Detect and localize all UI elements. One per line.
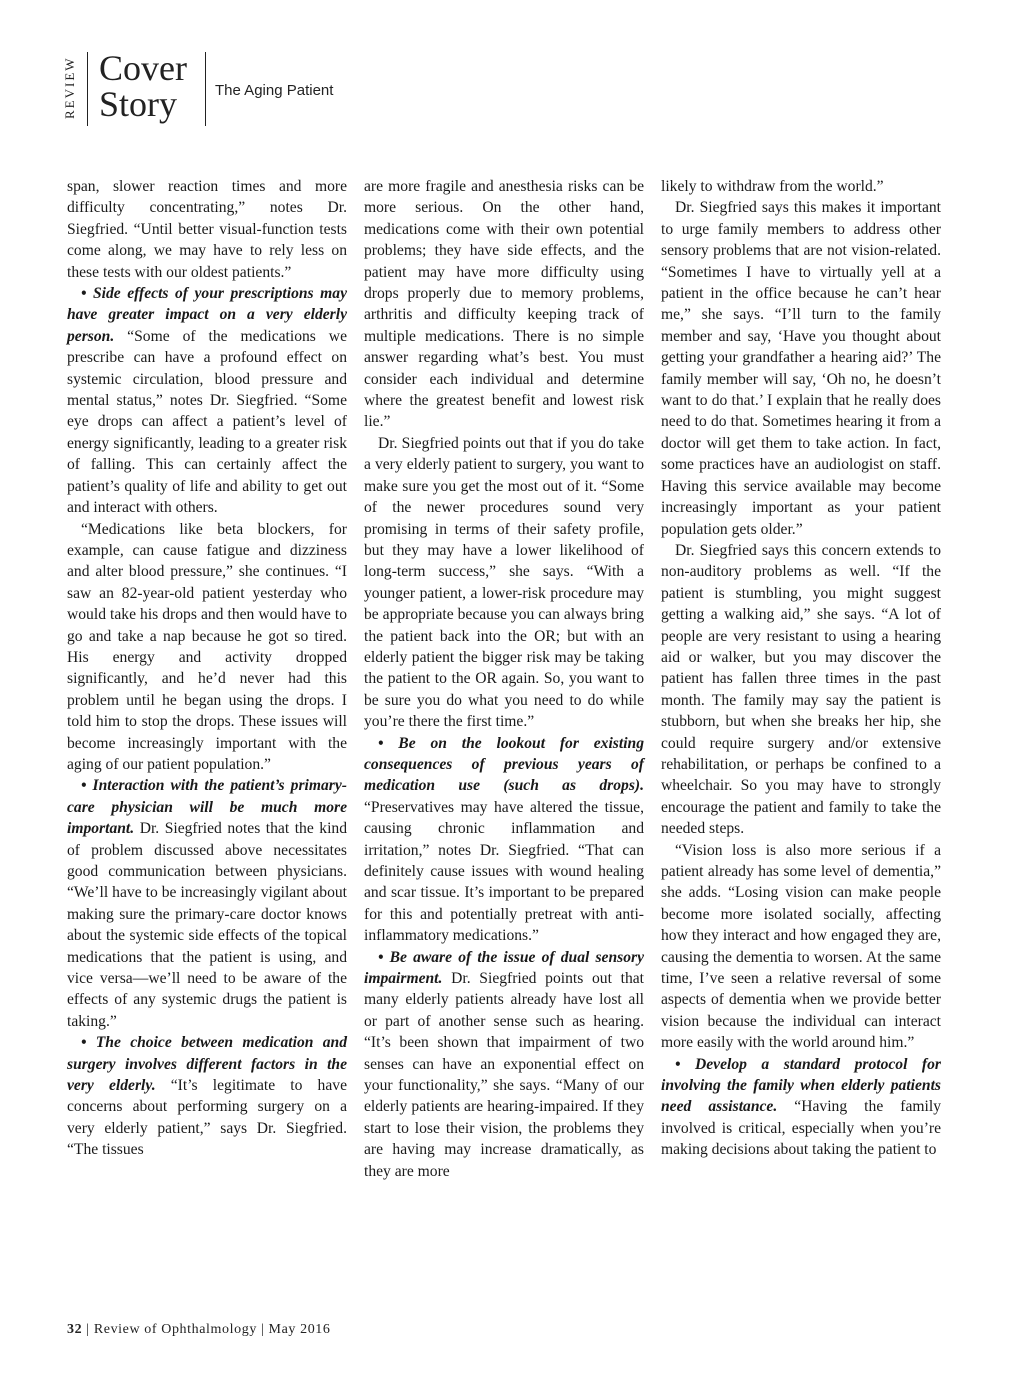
paragraph-text: Dr. Siegfried notes that the kind of problem discussed above necessitates good communication between physicians. “We’ll have to be increasingly vigilant about making sure the primary-care doctor knows about the systemic side effects of the topical medications that the patient is using, and vice versa—we’ll need to be aware of the effects of any systemic drugs the patient is taking.” bbox=[67, 820, 347, 1030]
bullet-heading: • Side effects of your prescriptions may have greater impact on a very elderly person. bbox=[67, 285, 347, 345]
paragraph-text: span, slower reaction times and more difficulty concentrating,” notes Dr. Siegfried. “Until better visual-function tests come along, we may have to rely less on these tests with our oldest patients.” bbox=[67, 178, 347, 281]
article-column-3 bbox=[661, 176, 941, 1161]
department-title bbox=[99, 50, 209, 122]
bullet-paragraph bbox=[364, 947, 644, 1182]
paragraph-text: “Vision loss is also more serious if a patient already has some level of dementia,” she adds. “Losing vision can make people become more isolated socially, affecting how they interact and how engaged they are, causing the dementia to worsen. At the same time, I’ve seen a relative reversal of some aspects of dementia when we provide better vision because the individual can interact more easily with the world around him.” bbox=[661, 841, 941, 1052]
footer-separator: | bbox=[256, 1322, 269, 1337]
paragraph-text: “Preservatives may have altered the tissue, causing chronic inflammation and irritation,” notes Dr. Siegfried. “That can definitely cause issues with wound healing and scar tissue. It’s important to be prepared for this and potentially pretreat with anti-inflammatory medications.” bbox=[364, 798, 644, 945]
paragraph-text: “Having the family involved is critical, especially when you’re making decisions about taking the patient to bbox=[661, 1098, 941, 1159]
paragraph bbox=[364, 176, 644, 433]
article-column-2 bbox=[364, 176, 644, 1182]
issue-date: May 2016 bbox=[268, 1322, 331, 1337]
bullet-heading: • The choice between medication and surgery involves different factors in the very elderly. bbox=[67, 1034, 347, 1095]
page-footer bbox=[67, 1322, 331, 1338]
publication-name: Review of Ophthalmology bbox=[93, 1322, 257, 1337]
bullet-paragraph bbox=[67, 283, 347, 518]
bullet-heading: • Be on the lookout for existing consequences of previous years of medication use (such as drops). bbox=[364, 734, 644, 795]
paragraph bbox=[661, 540, 941, 840]
page-number: 32 bbox=[67, 1322, 83, 1337]
paragraph-text: Dr. Siegfried says this makes it important to urge family members to address other sensory problems that are not vision-related. “Sometimes I have to virtually yell at a patient in the office because he can’t hear me,” she says. “I’ll turn to the family member and say, ‘Have you thought about getting your grandfather a hearing aid?’ The family member will say, ‘Oh no, he doesn’t want to do that.’ I explain that he really does need to do that. Sometimes hearing it from a doctor will get them to take action. In fact, some practices have an audiologist on staff. Having this service available may become increasingly important as your patient population gets older.” bbox=[661, 199, 941, 538]
paragraph-text: “It’s legitimate to have concerns about performing surgery on a very elderly patient,” says Dr. Siegfried. “The tissues bbox=[67, 1077, 347, 1159]
paragraph-text: Dr. Siegfried says this concern extends to non-auditory problems as well. “If the patient is stumbling, you might suggest getting a walking aid,” she says. “A lot of people are very resistant to using a hearing aid or walker, but you may discover the patient has fallen three times in the past month. The family may say the patient is stubborn, but when she breaks her hip, she could require surgery and/or extensive rehabilitation, or perhaps be confined to a wheelchair. So you may have to strongly encourage the patient and family to take the needed steps. bbox=[661, 541, 941, 838]
bullet-heading: • Develop a standard protocol for involving the family when elderly patients need assistance. bbox=[661, 1055, 941, 1116]
paragraph-text: “Medications like beta blockers, for example, can cause fatigue and dizziness and alter blood pressure,” she continues. “I saw an 82-year-old patient yesterday who would take his drops and then would have to go and take a nap because he got so tired. His energy and activity dropped significantly, and he’d never had this problem until he began using the drops. I told him to stop the drops. These issues will become increasingly important with the aging of our patient population.” bbox=[67, 520, 347, 773]
paragraph bbox=[661, 197, 941, 540]
paragraph bbox=[661, 176, 941, 197]
paragraph-text: are more fragile and anesthesia risks can be more serious. On the other hand, medications come with their own potential problems; they have side effects, and the patient may have more difficulty using drops properly due to memory problems, arthritis and difficulty keeping track of multiple medications. There is no simple answer regarding what’s best. You must consider each individual and determine where the greatest benefit and lowest risk lie.” bbox=[364, 178, 644, 431]
bullet-heading: • Interaction with the patient’s primary-care physician will be much more important. bbox=[67, 777, 347, 838]
masthead-divider bbox=[87, 52, 88, 126]
bullet-paragraph bbox=[67, 1032, 347, 1160]
masthead-divider-2 bbox=[205, 52, 206, 126]
footer-separator: | bbox=[82, 1322, 94, 1337]
bullet-paragraph bbox=[364, 733, 644, 947]
paragraph bbox=[67, 519, 347, 776]
paragraph-text: Dr. Siegfried points out that if you do take a very elderly patient to surgery, you want to make sure you get the most out of it. “Some of the newer procedures sound very promising in terms of their safety profile, but they may have a lower likelihood of long-term success,” she says. “With a younger patient, a lower-risk procedure may be appropriate because you can always bring the patient back into the OR; but with an elderly patient the bigger risk may be taking the patient to the OR again. So, you want to be sure you do what you need to do while you’re there the first time.” bbox=[364, 434, 644, 731]
paragraph bbox=[661, 840, 941, 1054]
bullet-heading: • Be aware of the issue of dual sensory impairment. bbox=[364, 948, 644, 988]
department-title-line-2: Story bbox=[99, 84, 178, 124]
paragraph bbox=[364, 433, 644, 733]
department-title-line-1: Cover bbox=[99, 48, 187, 88]
paragraph bbox=[67, 176, 347, 283]
bullet-paragraph bbox=[67, 775, 347, 1032]
article-column-1 bbox=[67, 176, 347, 1161]
paragraph-text: likely to withdraw from the world.” bbox=[661, 178, 884, 195]
section-tag: REVIEW bbox=[62, 56, 77, 120]
paragraph-text: Dr. Siegfried points out that many elderly patients already have lost all or part of another sense such as hearing. “It’s been shown that impairment of two senses can have an exponential effect on your functionality,” she says. “Many of our elderly patients are hearing-impaired. If they start to lose their vision, the problems they are having may increase dramatically, as they are more bbox=[364, 970, 644, 1180]
bullet-paragraph bbox=[661, 1054, 941, 1161]
section-label: The Aging Patient bbox=[215, 82, 334, 99]
paragraph-text: “Some of the medications we prescribe can have a profound effect on systemic circulation, blood pressure and mental status,” notes Dr. Siegfried. “Some eye drops can affect a patient’s level of energy significantly, leading to a greater risk of falling. This can certainly affect the patient’s quality of life and ability to get out and interact with others. bbox=[67, 327, 347, 517]
